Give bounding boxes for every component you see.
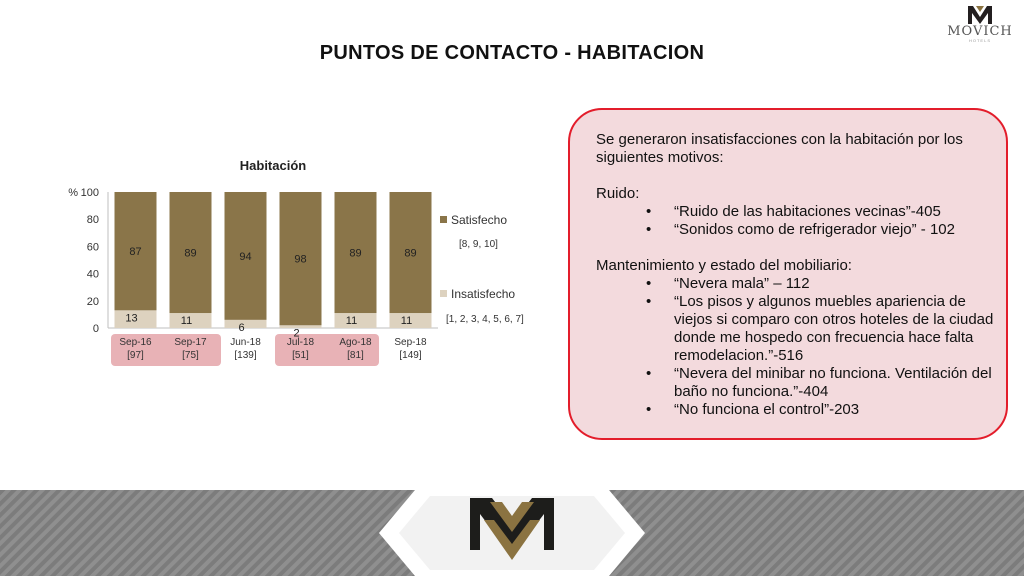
bar-insatisfecho [280,325,322,328]
section-heading-ruido: Ruido: [596,185,640,202]
chart-title: Habitación [239,158,307,173]
footer-banner [0,490,1024,576]
list-item: • “No funciona el control”-203 [646,401,860,418]
data-label-insatisfecho: 11 [180,315,193,328]
y-axis-label: % [68,187,78,199]
legend-note-insatisfecho: [1, 2, 3, 4, 5, 6, 7] [446,314,524,325]
data-label-satisfecho: 89 [184,247,197,260]
bar-insatisfecho [225,320,267,328]
list-item: • “Nevera mala” – 112 [646,275,810,292]
list-item: • “Los pisos y algunos muebles apariencia de viejos si comparo con otros hoteles de la ciudad donde me hospedo con frecuencia hace falta remodelacion.”-516 [646,293,994,364]
y-tick-label: 40 [86,268,99,281]
legend-label-insatisfecho: Insatisfecho [451,287,516,301]
brand-logo [942,5,1018,45]
brand-subtitle: HOTELS [968,38,991,43]
y-tick-label: 100 [80,187,99,199]
bullet-icon: • [646,203,652,220]
data-label-satisfecho: 87 [129,246,142,259]
y-tick-label: 80 [86,214,99,227]
list-item: • “Nevera del minibar no funciona. Ventilación del baño no funciona.”-404 [646,365,992,400]
movich-emblem-icon [967,5,993,25]
data-label-insatisfecho: 11 [400,315,413,328]
bullet-icon: • [646,365,652,382]
section-heading-mantenimiento: Mantenimiento y estado del mobiliario: [596,257,852,274]
ruido-list [596,203,996,239]
data-label-insatisfecho: 13 [125,312,138,325]
data-label-insatisfecho: 2 [293,327,300,340]
y-tick-label: 0 [92,323,99,335]
data-label-insatisfecho: 11 [345,315,358,328]
bullet-icon: • [646,275,652,292]
legend-swatch-satisfecho [440,216,447,223]
callout-intro: Se generaron insatisfacciones con la habitación por los siguientes motivos: [596,131,963,166]
x-tick-count: [51] [292,350,309,361]
y-tick-label: 60 [86,241,99,254]
bullet-icon: • [646,293,652,310]
x-tick-count: [149] [399,350,422,361]
page-title: PUNTOS DE CONTACTO - HABITACION [319,42,705,64]
mantenimiento-list [596,275,996,419]
habitacion-chart [60,150,560,380]
x-tick-label: Sep-16 [119,337,152,348]
legend-note-satisfecho: [8, 9, 10] [459,239,498,250]
data-label-satisfecho: 98 [294,253,307,266]
callout-text [596,131,996,419]
x-tick-count: [97] [127,350,144,361]
data-label-satisfecho: 89 [349,247,362,260]
bullet-icon: • [646,401,652,418]
x-tick-label: Jun-18 [230,337,261,348]
data-label-satisfecho: 89 [404,247,417,260]
x-tick-label: Jul-18 [286,337,315,348]
data-label-insatisfecho: 6 [238,321,245,334]
x-tick-label: Sep-17 [174,337,207,348]
x-tick-count: [75] [182,350,199,361]
x-tick-count: [139] [234,350,257,361]
legend-label-satisfecho: Satisfecho [451,213,508,227]
x-tick-label: Ago-18 [339,337,372,348]
list-item: • “Sonidos como de refrigerador viejo” - 102 [646,221,955,238]
x-tick-count: [81] [347,350,364,361]
legend-swatch-insatisfecho [440,290,447,297]
y-tick-label: 20 [86,295,99,308]
data-label-satisfecho: 94 [239,250,252,263]
x-tick-label: Sep-18 [394,337,427,348]
brand-name: MOVICH [947,24,1013,39]
list-item: • “Ruido de las habitaciones vecinas”-405 [646,203,941,220]
bullet-icon: • [646,221,652,238]
